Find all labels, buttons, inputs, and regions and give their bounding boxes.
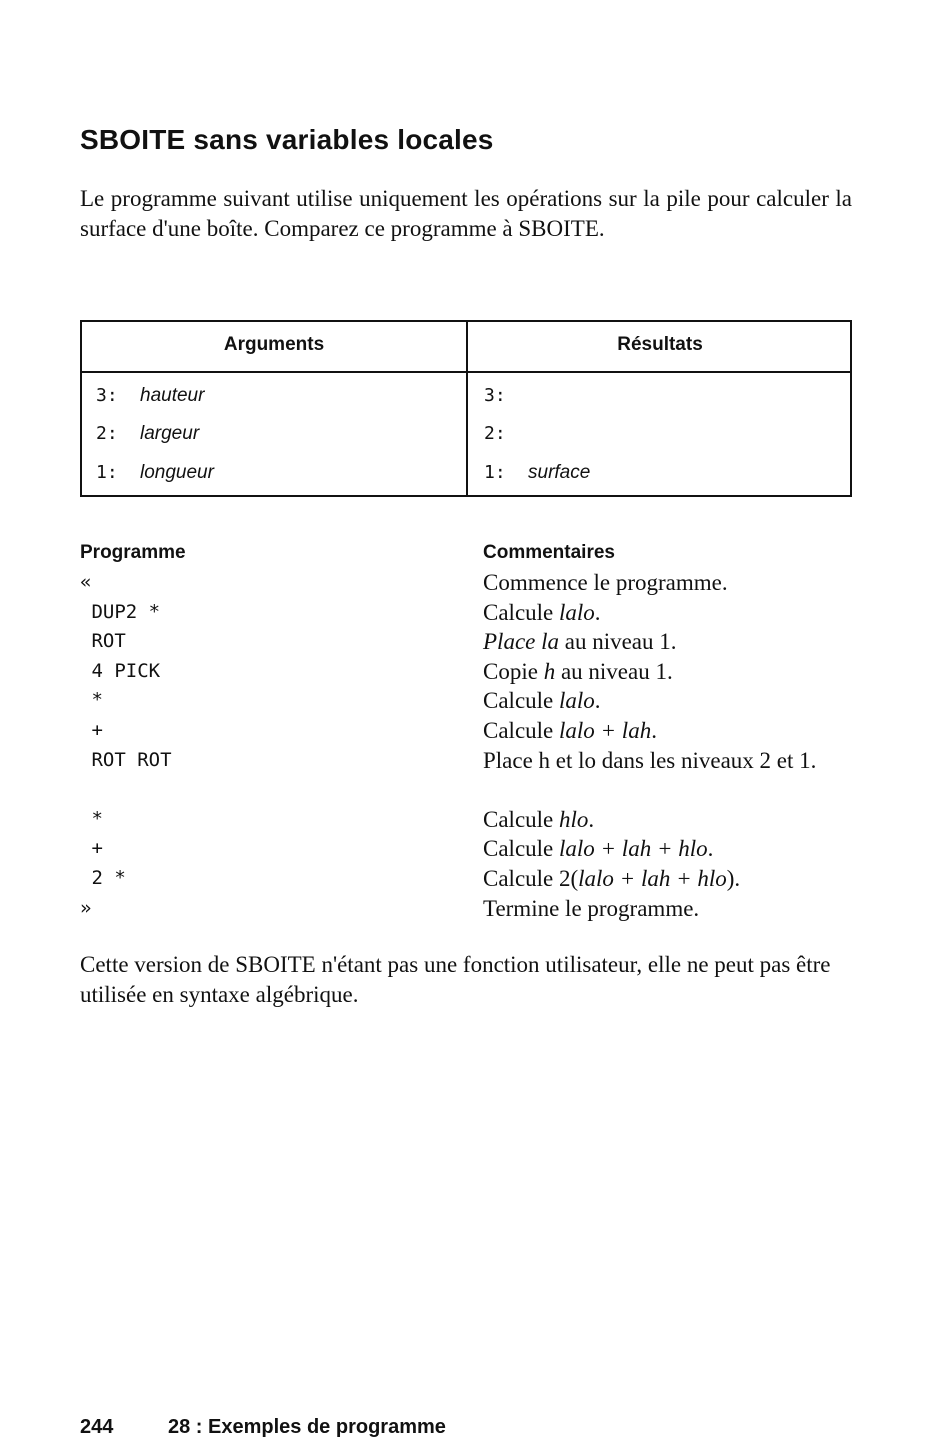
comment-line: Calcule lalo + lah + hlo. [483, 836, 714, 861]
comment-line: Calcule lalo + lah. [483, 718, 657, 743]
argument-value: hauteur [140, 385, 205, 406]
result-row [484, 461, 590, 485]
intro-paragraph: Le programme suivant utilise uniquement les opérations sur la pile pour calculer la surface d'une boîte. Comparez ce programme à SBOITE. [80, 186, 852, 241]
comment-line: Termine le programme. [483, 896, 700, 921]
program-line: DUP2 * [80, 601, 161, 623]
program-line: » [80, 897, 92, 919]
comment-line: Place h et lo dans les niveaux 2 et 1. [483, 748, 817, 773]
program-line: « [80, 571, 92, 593]
closing-paragraph: Cette version de SBOITE n'étant pas une fonction utilisateur, elle ne peut pas être utilisée en syntaxe algébrique. [80, 952, 831, 1007]
argument-row [96, 422, 199, 446]
argument-row [96, 461, 214, 485]
result-row [484, 384, 528, 408]
chapter-title: 28 : Exemples de programme [168, 1416, 446, 1438]
program-line: + [80, 719, 103, 741]
comment-line: Calcule hlo. [483, 807, 595, 832]
program-line: 4 PICK [80, 660, 161, 682]
comment-line: Copie h au niveau 1. [483, 659, 673, 684]
program-line: ROT ROT [80, 749, 172, 771]
argument-row [96, 384, 204, 408]
program-line: + [80, 837, 103, 859]
section-heading: SBOITE sans variables locales [80, 124, 494, 155]
stack-diagram-table [80, 320, 852, 497]
page-number: 244 [80, 1416, 114, 1438]
page-footer [80, 1416, 446, 1439]
results-header: Résultats [617, 334, 703, 355]
stack-level: 2: [96, 423, 118, 444]
program-line: ROT [80, 630, 126, 652]
stack-level: 1: [484, 462, 506, 483]
comments-column-header: Commentaires [483, 542, 615, 563]
argument-value: longueur [140, 462, 214, 483]
stack-level: 3: [96, 385, 118, 406]
stack-level: 2: [484, 423, 506, 444]
comment-line: Calcule lalo. [483, 688, 601, 713]
program-line: 2 * [80, 867, 126, 889]
program-line: * [80, 689, 103, 711]
comment-line: Calcule lalo. [483, 600, 601, 625]
comment-line: Place la au niveau 1. [483, 629, 677, 654]
table-header-divider [82, 371, 850, 373]
result-row [484, 422, 528, 446]
comment-line: Calcule 2(lalo + lah + hlo). [483, 866, 741, 891]
stack-level: 3: [484, 385, 506, 406]
program-line: * [80, 808, 103, 830]
arguments-header: Arguments [223, 334, 325, 355]
stack-level: 1: [96, 462, 118, 483]
program-column-header: Programme [80, 542, 186, 563]
argument-value: largeur [140, 423, 200, 444]
comment-line: Commence le programme. [483, 570, 728, 595]
result-value: surface [528, 462, 591, 483]
